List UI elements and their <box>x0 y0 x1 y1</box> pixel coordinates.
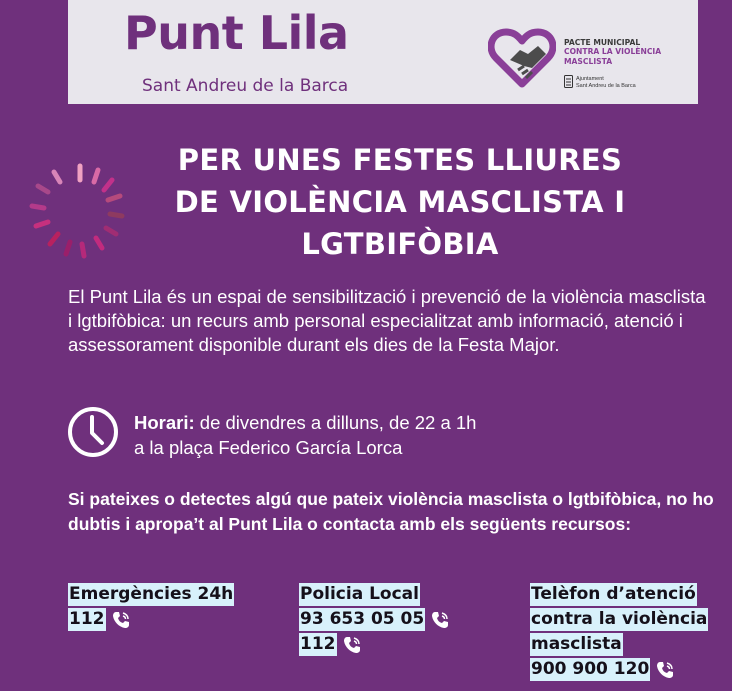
phone-icon <box>111 610 131 630</box>
pact-line-2: CONTRA LA VIOLÈNCIA <box>564 47 662 57</box>
phone-number[interactable]: 93 653 05 05 <box>300 609 425 629</box>
resource-title: Emergències 24h <box>69 584 234 604</box>
pact-line-1: PACTE MUNICIPAL <box>564 38 641 47</box>
resource-local-police <box>299 582 450 657</box>
header-banner <box>68 0 698 104</box>
resource-title-line: contra la violència <box>531 609 708 629</box>
opening-hours <box>134 410 694 460</box>
resource-title-line: Telèfon d’atenció <box>531 584 696 604</box>
clock-icon <box>66 405 120 459</box>
ajuntament-line-1: Ajuntament <box>576 76 604 82</box>
resource-emergencies <box>68 582 234 632</box>
phone-icon <box>430 610 450 630</box>
brand-subtitle: Sant Andreu de la Barca <box>142 76 349 96</box>
hours-label: Horari: <box>134 412 195 433</box>
phone-icon <box>655 660 675 680</box>
phone-number-row[interactable] <box>68 607 234 632</box>
pact-label <box>564 38 694 66</box>
headline-line-2: DE VIOLÈNCIA MASCLISTA I <box>174 185 626 219</box>
callout-text: Si pateixes o detectes algú que pateix violència masclista o lgtbifòbica, no ho dubtis i apropa’t al Punt Lila o contacta amb els següents recursos: <box>68 489 714 534</box>
pact-line-3: MASCLISTA <box>564 56 613 66</box>
headline <box>0 139 732 265</box>
intro-paragraph: El Punt Lila és un espai de sensibilització i prevenció de la violència masclista i lgtbifòbica: un recurs amb personal especialitzat amb informació, atenció i assessorament disponible durant els dies de la Festa Major. <box>68 286 706 355</box>
headline-line-3: LGTBIFÒBIA <box>301 227 499 261</box>
ajuntament-line-2: Sant Andreu de la Barca <box>576 82 636 89</box>
hours-line-1: de divendres a dilluns, de 22 a 1h <box>199 412 477 433</box>
phone-number[interactable]: 900 900 120 <box>531 659 650 679</box>
phone-icon <box>342 635 362 655</box>
handshake-heart-icon <box>488 26 556 88</box>
resource-title-line: masclista <box>531 634 622 654</box>
coat-of-arms-icon <box>564 75 573 88</box>
phone-number[interactable]: 112 <box>300 634 336 654</box>
resource-support-line <box>530 582 708 682</box>
phone-number-row[interactable] <box>299 607 450 632</box>
resource-title: Policia Local <box>300 584 419 604</box>
phone-number-row[interactable] <box>299 632 450 657</box>
phone-number-row[interactable] <box>530 657 708 682</box>
hours-line-2: a la plaça Federico García Lorca <box>134 437 403 458</box>
brand-title: Punt Lila <box>124 6 349 60</box>
phone-number[interactable]: 112 <box>69 609 105 629</box>
headline-line-1: PER UNES FESTES LLIURES <box>177 143 623 177</box>
